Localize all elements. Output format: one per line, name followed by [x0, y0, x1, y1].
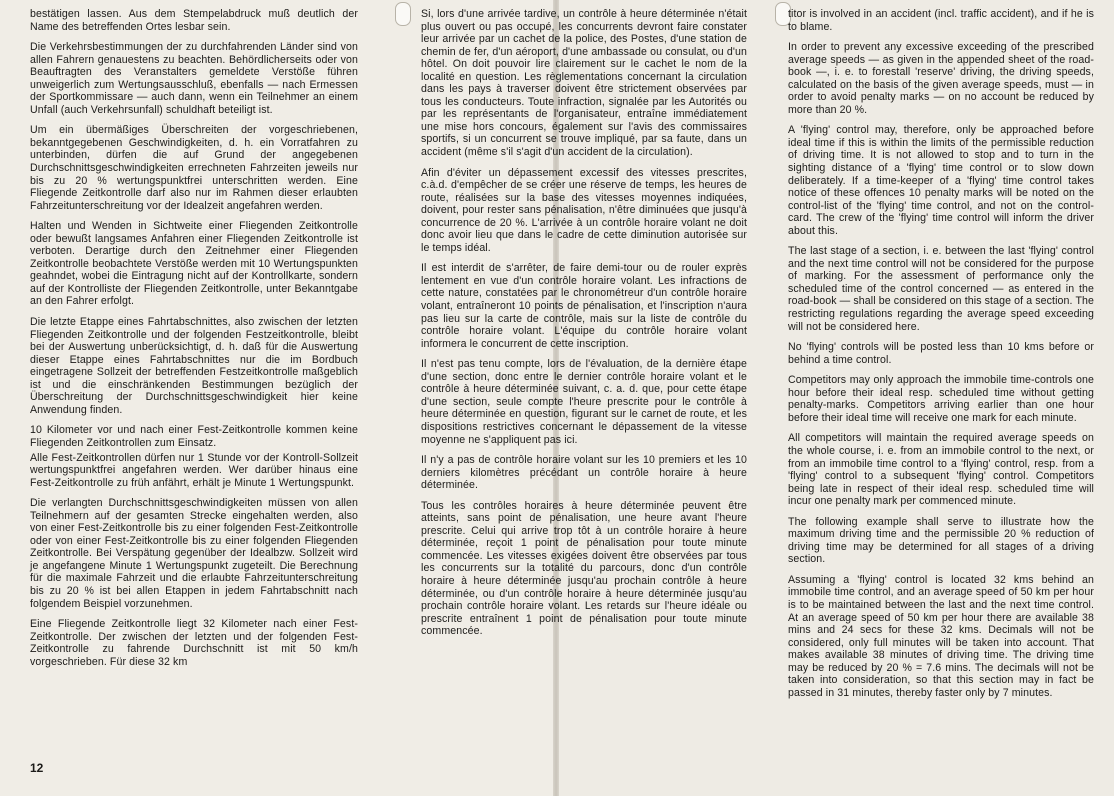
paragraph: Si, lors d'une arrivée tardive, un contrôle à heure déterminée n'était plus ouvert ou pas occupé, les concurrents devront faire constater leur arrivée par un cachet de la police, des Postes, d'une station de chemin de fer, d'un aéroport, d'une ambassade ou consulat, ou d'un hôtel. On doit pouvoir lire clairement sur le cachet le nom de la localité en question. Les règlementations concernant la circulation dans les pays à traverser doivent être strictement observées par tous les conducteurs. Toute infraction, signalée par les Autorités ou par les représentants de l'organisateur, entraîne immédiatement une mise hors concours, également sur l'avis des commissaires sportifs, si un concurrent se trouve impliqué, par sa faute, dans un accident (même s'il s'agit d'un accident de la circulation).: [421, 8, 747, 159]
paragraph: Die verlangten Durchschnittsgeschwindigkeiten müssen von allen Teilnehmern auf der gesamten Strecke eingehalten werden, also von einer Fest-Zeitkontrolle bis zu einer folgenden Fest-Zeitkontrolle oder von einer Fest-Zeitkontrolle bis zu einer folgenden Fliegenden Zeitkontrolle. Bei Verspätung gegenüber der Idealbzw. Sollzeit wird je angefangene Minute 1 Wertungspunkt zugeteilt. Die Berechnung für die maximale Fahrzeit und die erlaubte Fahrzeitunterschreitung bis zu 20 % ist bei allen Etappen in jedem Fahrtabschnitt nach folgendem Beispiel vorzunehmen.: [30, 497, 358, 610]
paragraph: titor is involved in an accident (incl. traffic accident), and if he is to blame.: [788, 8, 1094, 33]
paragraph: 10 Kilometer vor und nach einer Fest-Zeitkontrolle kommen keine Fliegenden Zeitkontrollen zum Einsatz.: [30, 424, 358, 449]
paragraph: Die letzte Etappe eines Fahrtabschnittes, also zwischen der letzten Fliegenden Zeitkontrolle und der folgenden Festzeitkontrolle, bleibt bei der Auswertung unberücksichtigt, d. h. daß für die Auswertung dieser Etappe eines Fahrtabschnittes nur die im Bordbuch eingetragene Sollzeit der betreffenden Festzeitkontrolle maßgeblich ist und die einschränkenden Bestimmungen bezüglich der Überschreitung der Durchschnittsgeschwindigkeit hier keine Anwendung finden.: [30, 316, 358, 416]
paragraph: Eine Fliegende Zeitkontrolle liegt 32 Kilometer nach einer Fest-Zeitkontrolle. Der zwischen der letzten und der folgenden Fest-Zeitkontrolle zu fahrende Durchschnitt ist mit 50 km/h vorgeschrieben. Für diese 32 km: [30, 618, 358, 668]
paragraph: The following example shall serve to illustrate how the maximum driving time and the permissible 20 % reduction of driving time may be determined for all stages of a driving section.: [788, 515, 1094, 566]
paragraph: All competitors will maintain the required average speeds on the whole course, i. e. from an immobile control to the next, or from an immobile time control to a 'flying' control, resp. from a 'flying' control to a subsequent 'flying' control. Competitors being late in respect of their ideal resp. scheduled time will incur one penalty mark per commenced minute.: [788, 432, 1094, 508]
paragraph: Il n'y a pas de contrôle horaire volant sur les 10 premiers et les 10 derniers kilomètres précédant un contrôle horaire à heure déterminée.: [421, 454, 747, 492]
paragraph: Competitors may only approach the immobile time-controls one hour before their ideal resp. scheduled time without getting penalty-marks. Competitors arriving earlier than one hour before their ideal time will receive one mark for each minute.: [788, 374, 1094, 424]
paragraph: Alle Fest-Zeitkontrollen dürfen nur 1 Stunde vor der Kontroll-Sollzeit wertungspunktfrei angefahren werden. Wer darüber hinaus eine Fest-Zeitkontrolle zu früh anfährt, erhält je Minute 1 Wertungspunkt.: [30, 451, 358, 489]
paragraph: Il n'est pas tenu compte, lors de l'évaluation, de la dernière étape d'une section, donc entre le dernier contrôle horaire volant et le contrôle à heure déterminée suivant, c. a. d. que, pour cette étape d'une section, seule compte l'heure prescrite pour le contrôle à heure déterminée en question, figurant sur le carnet de route, et les dispositions restrictives concernant le dépassement de la vitesse moyenne ne s'appliquent pas ici.: [421, 358, 747, 446]
paragraph: Die Verkehrsbestimmungen der zu durchfahrenden Länder sind von allen Fahrern genauestens zu beachten. Behördlicherseits oder von Beauftragten des Veranstalters gemeldete Verstöße führen unweigerlich zum Wertungsausschluß, ebenfalls — nach Ermessen der Sportkommissare — auch dann, wenn ein Teilnehmer an einem Unfall (auch Verkehrsunfall) schuldhaft beteiligt ist.: [30, 41, 358, 116]
english-text-column: [788, 8, 1094, 707]
binding-hole: [395, 2, 411, 26]
paragraph: Il est interdit de s'arrêter, de faire demi-tour ou de rouler exprès lentement en vue d'un contrôle horaire volant. Les infractions de cette nature, constatées par le chronométreur d'un contrôle horaire volant, entraîneront 10 points de pénalisation, et l'inscription n'aura pas lieu sur la carte de contrôle, mais sur la liste de contrôle du contrôle horaire volant. L'équipe du contrôle horaire volant informera le concurrent de cette inscription.: [421, 262, 747, 350]
paragraph: Assuming a 'flying' control is located 32 kms behind an immobile time control, and an average speed of 50 km per hour is to be maintained between the last and the next time control. At an average speed of 50 km per hour there are available 38 mins and 24 secs for these 32 kms. Decimals will not be considered, only full minutes will be taken into account. That makes available 38 minutes of driving time. The driving time may be reduced by 20 % = 7.6 mins. The decimals will not be taken into consideration, so that this section may in fact be passed in 31 minutes, thereby faster only by 7 minutes.: [788, 573, 1094, 699]
german-text-column: [30, 8, 358, 676]
page-number: 12: [30, 761, 44, 775]
paragraph: Tous les contrôles horaires à heure déterminée peuvent être atteints, sans point de pénalisation, une heure avant l'heure prescrite. Celui qui arrive trop tôt à un contrôle horaire à heure déterminée, reçoit 1 point de pénalisation pour toute minute commencée. Les vitesses exigées doivent être observées par tous les concurrents sur la totalité du parcours, donc d'un contrôle horaire à heure déterminée jusqu'au prochain contrôle à heure déterminée, ou d'un contrôle horaire à heure déterminée jusqu'au prochain contrôle horaire volant. Les retards sur l'heure idéale ou prescrite entraînent 1 point de pénalisation pour toute minute commencée.: [421, 499, 747, 638]
paragraph: In order to prevent any excessive exceeding of the prescribed average speeds — as given in the appended sheet of the road-book —, i. e. to forestall 'reserve' driving, the driving speeds, calculated on the basis of the given average speeds, must — in order to avoid penalty marks — on no account be reduced by more than 20 %.: [788, 41, 1094, 116]
paragraph: The last stage of a section, i. e. between the last 'flying' control and the next time control will not be considered for the purpose of marking. For the assessment of performance only the scheduled time of the control concerned — as entered in the road-book — shall be considered on this stage of a section. The restricting regulations regarding the average speed exceeding will not be considered here.: [788, 245, 1094, 333]
paragraph: Halten und Wenden in Sichtweite einer Fliegenden Zeitkontrolle oder bewußt langsames Anfahren einer Fliegenden Zeitkontrolle ist verboten. Derartige durch den Zeitnehmer einer Fliegenden Zeitkontrolle beobachtete Verstöße werden mit 10 Wertungspunkten geahndet, wobei die Eintragung nicht auf der Kontrollkarte, sondern auf der Kontrolliste der Fliegenden Zeitkontrolle, unter Bekanntgabe an den Fahrer erfolgt.: [30, 220, 358, 308]
french-text-column: [421, 8, 747, 646]
paragraph: Afin d'éviter un dépassement excessif des vitesses prescrites, c.à.d. d'empêcher de se créer une réserve de temps, les heures de route, réalisées sur la base des vitesses moyennes indiquées, doivent, pour rester sans pénalisation, n'être diminuées que jusqu'à concurrence de 20 %. L'arrivée à un contrôle horaire volant ne doit donc avoir lieu que dans le cadre de cette diminution autorisée sur le temps idéal.: [421, 166, 747, 254]
paragraph: Um ein übermäßiges Überschreiten der vorgeschriebenen, bekanntgegebenen Geschwindigkeiten, d. h. ein Vorratfahren zu unterbinden, dürfen die auf Grund der angegebenen Durchschnittsgeschwindigkeiten errechneten Fahrzeiten jeweils nur bis zu 20 % wertungspunktfrei unterschritten werden. Eine Fliegende Zeitkontrolle darf also nur im Rahmen dieser erlaubten Fahrzeitunterschreitung vor der Idealzeit angefahren werden.: [30, 124, 358, 212]
paragraph: A 'flying' control may, therefore, only be approached before ideal time if this is within the limits of the permissible reduction of driving time. It is not allowed to stop and to turn in the sighting distance of a 'flying' time control or to slow down deliberately. If a time-keeper of a 'flying' time control takes notice of these offences 10 penalty marks will be noted on the control-list of the 'flying' time control, and not on the control-card. The crew of the 'flying' time control will inform the driver about this.: [788, 124, 1094, 237]
paragraph: No 'flying' controls will be posted less than 10 kms before or behind a time control.: [788, 341, 1094, 366]
paragraph: bestätigen lassen. Aus dem Stempelabdruck muß deutlich der Name des betreffenden Ortes lesbar sein.: [30, 8, 358, 33]
